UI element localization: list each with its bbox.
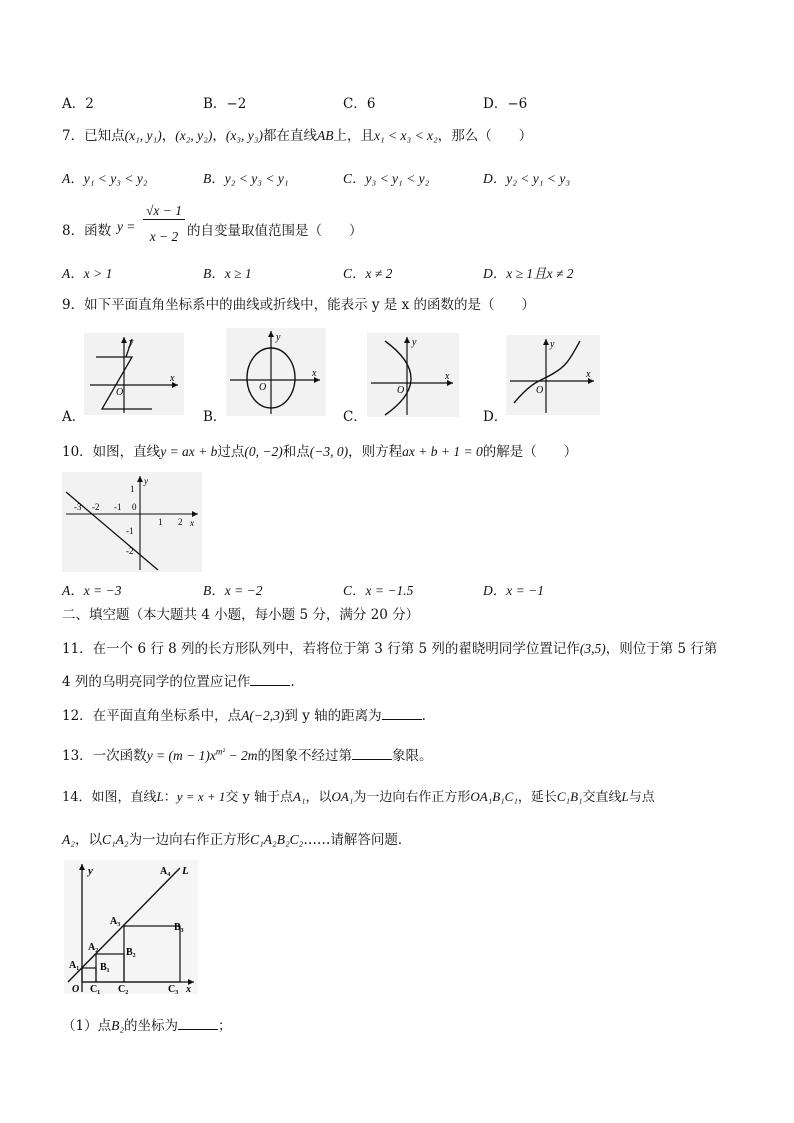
q7-option-b: B．y₂ < y₃ < y₁: [203, 171, 289, 186]
q6-option-a: A．2: [62, 96, 94, 112]
axis-x-label: x: [312, 368, 317, 379]
q7-option-c: C．y₃ < y₁ < y₂: [343, 171, 430, 186]
q10-stem: 10．如图，直线y = ax + b过点(0, −2)和点(−3, 0)，则方程ax + b + 1 = 0的解是（ ）: [62, 444, 578, 460]
q11-line1: 11．在一个 6 行 8 列的长方形队列中，若将位于第 3 行第 5 列的翟晓明同学位置记作(3,5)，则位于第 5 行第: [62, 641, 718, 657]
label-x: x: [186, 984, 191, 994]
axis-y-label: y: [129, 337, 134, 348]
label-A4: A₄: [160, 866, 171, 877]
q14-sub1: （1）点B₂的坐标为 ；: [62, 1018, 232, 1034]
q12-stem: 12．在平面直角坐标系中，点A(−2,3)到 y 轴的距离为 .: [62, 708, 426, 724]
q6-option-b: B．−2: [203, 96, 247, 112]
q10-graph: [62, 472, 202, 572]
q9-label-b: B．: [203, 409, 227, 425]
y-tick-neg1: -1: [126, 526, 134, 536]
y-tick-neg2: -2: [126, 546, 134, 556]
axis-x-label: x: [445, 371, 450, 382]
x-tick-0: 0: [132, 502, 137, 512]
axis-y-label: y: [412, 337, 417, 348]
axis-y-label: y: [276, 332, 281, 343]
label-C3: C₃: [168, 984, 179, 994]
section-2-title: 二、填空题（本大题共 4 小题，每小题 5 分，满分 20 分）: [62, 607, 420, 623]
q9-graph-c: [367, 333, 459, 417]
label-y: y: [88, 865, 93, 877]
q14-line2: A₂，以C₁A₂为一边向右作正方形C₁A₂B₂C₂……请解答问题．: [62, 832, 412, 848]
q10-option-d: D．x = −1: [483, 583, 544, 598]
q14-line1: 14．如图，直线L：y = x + 1交 y 轴于点A₁，以OA₁为一边向右作正方形OA₁B₁C₁，延长C₁B₁交直线L与点: [62, 789, 655, 805]
q8-option-c: C．x ≠ 2: [343, 266, 393, 281]
origin-label: O: [116, 387, 124, 398]
q8-func-lhs: y =: [117, 219, 136, 234]
q8-option-a: A．x > 1: [62, 266, 113, 281]
q11-answer-blank[interactable]: [250, 673, 290, 686]
label-B1: B₁: [100, 962, 110, 973]
x-tick-2: 2: [178, 517, 183, 527]
axis-x-label: x: [586, 369, 591, 380]
q8-option-d: D．x ≥ 1且x ≠ 2: [483, 266, 574, 281]
q8-stem-a: 8．函数: [62, 223, 112, 239]
q9-label-c: C．: [343, 409, 367, 425]
label-A2: A₂: [88, 942, 99, 953]
axis-y-label: y: [550, 339, 555, 350]
q8-option-b: B．x ≥ 1: [203, 266, 252, 281]
q6-option-d: D．−6: [483, 96, 528, 112]
q9-graph-a: [84, 333, 184, 415]
q7-option-d: D．y₂ < y₁ < y₃: [483, 171, 571, 186]
y-tick-1: 1: [130, 484, 135, 494]
q7-option-a: A．y₁ < y₃ < y₂: [62, 171, 148, 186]
q13-stem: 13．一次函数$y = (m - 1)x^{m^2} - 2m$的图象不经过第 象限。: [62, 746, 433, 764]
q11-line2: 4 列的乌明亮同学的位置应记作 .: [62, 674, 295, 690]
q8-denominator: x − 2: [149, 229, 179, 244]
q10-option-b: B．x = −2: [203, 583, 263, 598]
axis-x-label: x: [190, 518, 194, 528]
label-B3: B₃: [174, 922, 184, 933]
axis-y-label: y: [144, 476, 148, 486]
label-C1: C₁: [90, 984, 101, 994]
label-O: O: [72, 984, 80, 994]
x-tick-1: 1: [158, 517, 163, 527]
x-tick-neg1: -1: [114, 502, 122, 512]
x-tick-neg3: -3: [74, 502, 82, 512]
origin-label: O: [259, 382, 267, 393]
q13-answer-blank[interactable]: [352, 747, 392, 760]
label-B2: B₂: [126, 947, 136, 958]
q12-answer-blank[interactable]: [382, 707, 422, 720]
label-A3: A₃: [110, 916, 121, 927]
q6-option-c: C．6: [343, 96, 376, 112]
x-tick-neg2: -2: [92, 502, 100, 512]
q14-sub1-answer-blank[interactable]: [178, 1017, 218, 1030]
q8-numerator: √x − 1: [143, 203, 185, 220]
q9-label-d: D．: [483, 409, 508, 425]
origin-label: O: [536, 385, 544, 396]
q14-graph: [64, 860, 198, 994]
label-C2: C₂: [118, 984, 129, 994]
q9-graph-d: [506, 335, 600, 415]
q10-option-c: C．x = −1.5: [343, 583, 414, 598]
q9-label-a: A．: [62, 409, 86, 425]
label-L: L: [182, 865, 189, 877]
label-A1: A₁: [69, 960, 80, 971]
q10-option-a: A．x = −3: [62, 583, 122, 598]
origin-label: O: [397, 385, 405, 396]
q7-stem: 7．已知点(x₁, y₁)，(x₂, y₂)，(x₃, y₃)都在直线AB上，且x₁ < x₃ < x₂，那么（ ）: [62, 128, 533, 144]
q9-graph-b: [226, 328, 326, 416]
q9-stem: 9．如下平面直角坐标系中的曲线或折线中，能表示 y 是 x 的函数的是（ ）: [62, 297, 535, 313]
q8-stem-b: 的自变量取值范围是（ ）: [187, 223, 363, 239]
axis-x-label: x: [170, 373, 175, 384]
